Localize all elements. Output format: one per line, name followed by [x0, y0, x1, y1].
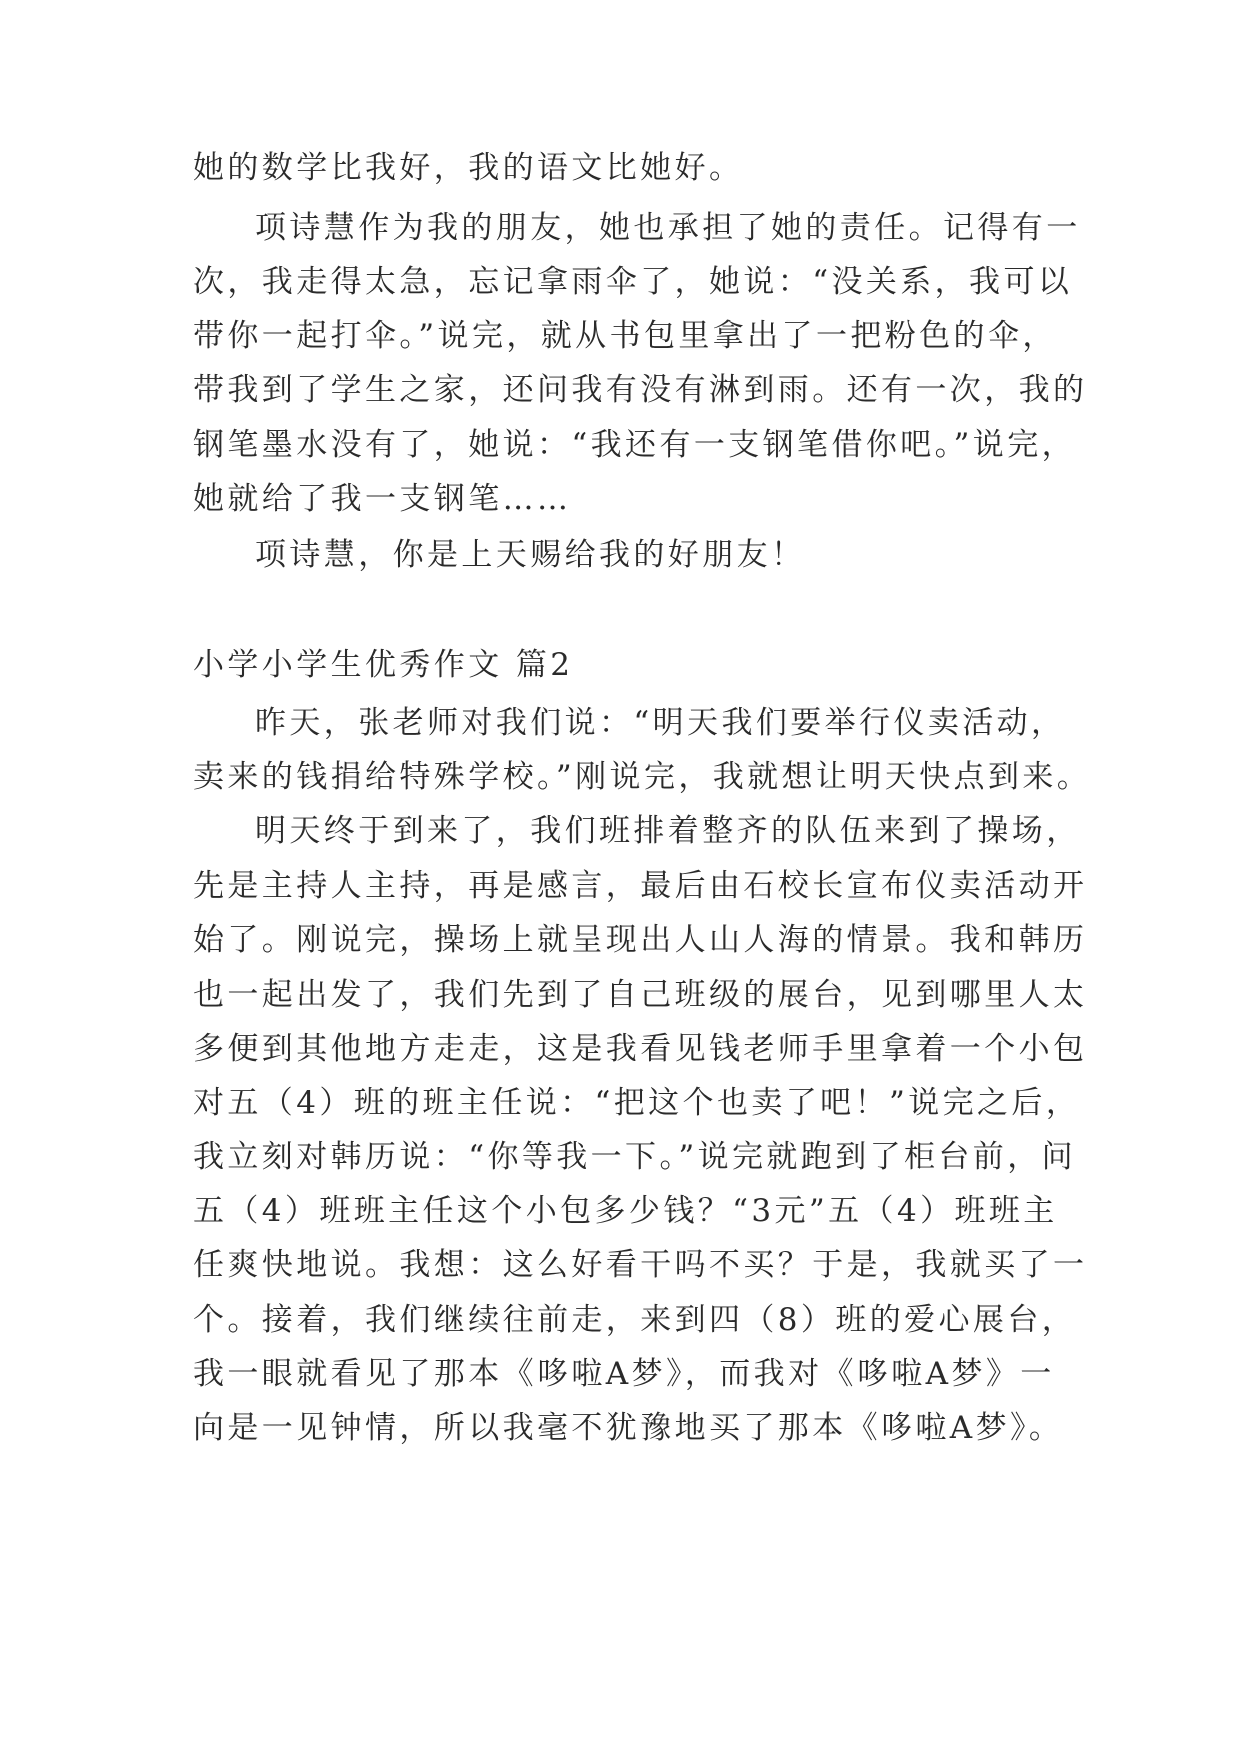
- text-line: 昨天，张老师对我们说：“明天我们要举行仪卖活动，: [255, 705, 1066, 741]
- text-line: 钢笔墨水没有了，她说：“我还有一支钢笔借你吧。”说完，: [193, 427, 1076, 463]
- text-line: 向是一见钟情，所以我毫不犹豫地买了那本《哆啦A梦》。: [193, 1410, 1064, 1446]
- text-line: 我一眼就看见了那本《哆啦A梦》，而我对《哆啦A梦》一: [193, 1356, 1055, 1392]
- text-line: 她就给了我一支钢笔……: [193, 481, 572, 517]
- text-line: 项诗慧，你是上天赐给我的好朋友！: [255, 537, 806, 573]
- text-line: 我立刻对韩历说：“你等我一下。”说完就跑到了柜台前，问: [193, 1139, 1076, 1175]
- text-line: 任爽快地说。我想：这么好看干吗不买？于是，我就买了一: [193, 1247, 1088, 1283]
- text-line: 带我到了学生之家，还问我有没有淋到雨。还有一次，我的: [193, 372, 1088, 408]
- text-line: 对五（4）班的班主任说：“把这个也卖了吧！”说完之后，: [193, 1085, 1081, 1121]
- text-line: 多便到其他地方走走，这是我看见钱老师手里拿着一个小包: [193, 1031, 1088, 1067]
- text-line: 明天终于到来了，我们班排着整齐的队伍来到了操场，: [255, 813, 1081, 849]
- section-heading: 小学小学生优秀作文 篇2: [193, 647, 574, 683]
- text-line: 次，我走得太急，忘记拿雨伞了，她说：“没关系，我可以: [193, 264, 1073, 300]
- text-line: 带你一起打伞。”说完，就从书包里拿出了一把粉色的伞，: [193, 318, 1057, 354]
- text-line: 始了。刚说完，操场上就呈现出人山人海的情景。我和韩历: [193, 922, 1088, 958]
- text-line: 也一起出发了，我们先到了自己班级的展台，见到哪里人太: [193, 977, 1088, 1013]
- text-line: 她的数学比我好，我的语文比她好。: [193, 150, 744, 186]
- text-line: 五（4）班班主任这个小包多少钱？“3元”五（4）班班主: [193, 1193, 1058, 1229]
- text-line: 卖来的钱捐给特殊学校。”刚说完，我就想让明天快点到来。: [193, 759, 1092, 795]
- text-line: 先是主持人主持，再是感言，最后由石校长宣布仪卖活动开: [193, 868, 1088, 904]
- text-line: 项诗慧作为我的朋友，她也承担了她的责任。记得有一: [255, 210, 1081, 246]
- text-line: 个。接着，我们继续往前走，来到四（8）班的爱心展台，: [193, 1302, 1077, 1338]
